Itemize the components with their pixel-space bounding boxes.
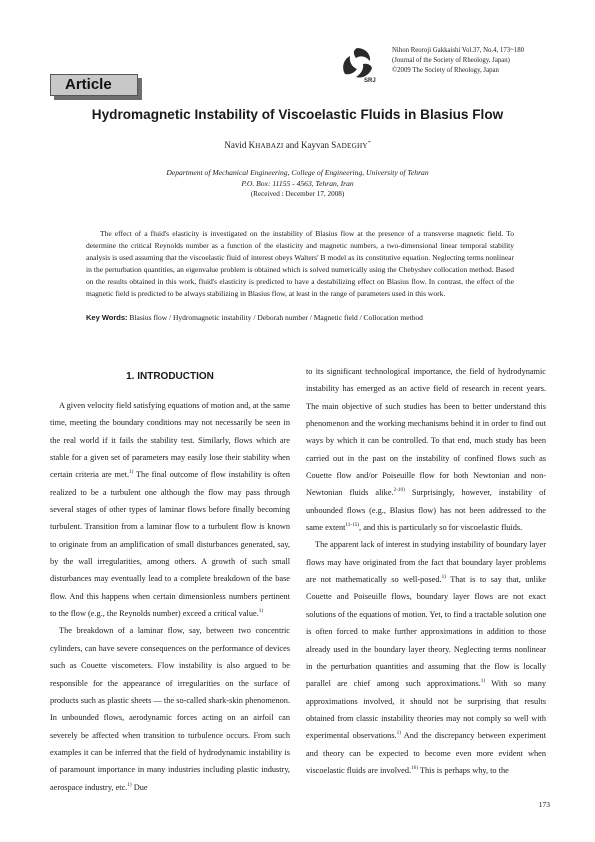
citation-ref: 1) [396, 730, 401, 737]
society-of-rheology-logo-icon [337, 44, 381, 84]
abstract [86, 228, 514, 299]
citation-ref: 1) [258, 608, 264, 615]
affiliation [40, 167, 555, 200]
received-date: (Received : December 17, 2008) [250, 190, 345, 198]
intro-r2e-text: This is perhaps why, to the [418, 765, 509, 775]
intro-r1-text: to its significant technological importance, the field of hydrodynamic instability has emerged as an active field of research in recent years. The main objective of such studies has been to better understand this phenomenon and the working mechanisms behind it in order to find out ways by which it can be controlled. To that end, much study has been carried out in the past on the instability of confined flows such as Couette flow and/or Poiseuille flow for both Newtonian and non-Newtonian fluids alike. [306, 367, 546, 498]
citation-ref: 16) [411, 765, 418, 772]
citation-ref: 2-10) [393, 487, 405, 494]
article-label [50, 74, 142, 100]
intro-p2-text: The breakdown of a laminar flow, say, between two concentric cylinders, can have severe consequences on the performance of devices such as Couette viscometers. Flow instability is also argued to be responsible for the appearance of irregularities on the surface of products such as plastic sheets — the so-called shark-skin phenomenon. In unbounded flows, aerodynamic forces acting on an airfoil can severely be affected when transition to turbulence occurs. From such examples it can be inferred that the field of hydrodynamic instability is of paramount importance in many industries including plastic industry, aerospace industry, etc. [50, 626, 290, 792]
journal-english-name: (Journal of the Society of Rheology, Japan) [392, 57, 510, 64]
authors [40, 137, 555, 152]
author2-first: Kayvan [301, 140, 332, 150]
intro-paragraph-1 [50, 397, 290, 622]
corresponding-author-mark: * [367, 140, 371, 146]
author1-last-initial: K [248, 140, 256, 150]
keywords-text: Blasius flow / Hydromagnetic instability / Deborah number / Magnetic field / Collocation method [127, 313, 423, 322]
author2-last-rest: ADEGHY [336, 142, 368, 150]
intro-paragraph-2-continued [306, 363, 546, 536]
keywords-label: Key Words: [86, 313, 128, 322]
page-number: 173 [538, 800, 550, 809]
affiliation-department: Department of Mechanical Engineering, College of Engineering, University of Tehran [166, 168, 429, 177]
citation-ref: 1) [129, 469, 134, 476]
citation-ref: 1) [480, 678, 486, 685]
section-heading-introduction: 1. INTRODUCTION [126, 371, 214, 382]
article-label-text: Article [50, 74, 138, 96]
intro-r2d-text: And the discrepancy between experiment and theory can be expected to become even more evident when viscoelastic fluids are involved. [306, 731, 546, 775]
intro-p1-text: A given velocity field satisfying equations of motion and, at the same time, meeting the boundary conditions may not necessarily be seen in the real world if it fails the stability test. Similarly, flows which are stable for a given set of parameters may easily lose their stability when certain criteria are met. [50, 401, 290, 480]
author1-last-rest: HABAZI [255, 142, 284, 150]
journal-citation: Nihon Reoroji Gakkaishi Vol.37, No.4, 173~180 [392, 47, 524, 54]
intro-paragraph-3 [306, 536, 546, 779]
journal-copyright: ©2009 The Society of Rheology, Japan [392, 67, 499, 74]
journal-info [392, 46, 592, 76]
left-column [50, 397, 290, 796]
author1-first: Navid [224, 140, 249, 150]
intro-r1c-text: , and this is particularly so for viscoelastic fluids. [359, 523, 523, 533]
author-connector: and [283, 140, 302, 150]
right-column [306, 363, 546, 779]
intro-r2b-text: That is to say that, unlike Couette and Poiseuille flows, boundary layer flows are not exact solutions of the equations of motion. Yet, to find a tractable solution one is often forced to make further approximations in addition to those already used in the boundary layer theory. Neglecting terms nonlinear in the perturbation quantities and assuming that the flow is locally parallel are chief among such approximations. [306, 575, 546, 689]
intro-p2-tail: Due [131, 782, 148, 792]
affiliation-address: P.O. Box: 11155 - 4563, Tehran, Iran [241, 179, 354, 188]
citation-ref: 11-15) [345, 522, 360, 529]
intro-r2c-text: With so many approximations involved, it should not be surprising that results obtained from classic instability theories may not comply so well with experimental observations. [306, 679, 547, 741]
intro-r2-text: The apparent lack of interest in studying instability of boundary layer flows may have originated from the fact that boundary layer problems are not mathematically so well-posed. [306, 540, 546, 585]
citation-ref: 1) [127, 781, 132, 788]
abstract-text: The effect of a fluid's elasticity is investigated on the instability of Blasius flow at the presence of a transverse magnetic field. To determine the critical Reynolds number as a function of the elasticity and magnetic numbers, a two-dimensional linear temporal stability analysis is used assuming that the viscoelastic fluid of interest obeys Walters' B model as its constitutive equation. Neglecting terms nonlinear in the perturbation quantities, an eigenvalue problem is obtained which is solved numerically using the Chebyshev collocation method. Based on the results obtained in this work, fluid's elasticity is predicted to have a destabilizing effect on Blasius flow. In contrast, the effect of the magnetic field is predicted to be always stabilizing in Blasius flow, at least in the range of parameters used in this work. [86, 229, 514, 298]
intro-p1b-text: The final outcome of flow instability is often realized to be a turbulent one although the flow may pass through several stages of other types of laminar flows before finally becoming turbulent. Transition from a laminar flow to a turbulent flow is known to originate from an amplification of small disturbances generated, say, by the wall irregularities, among others. A growth of such small disturbances may eventually lead to a complete breakdown of the base flow. And this happens when certain dimensionless numbers pertinent to the flow (e.g., the Reynolds number) exceed a critical value. [50, 470, 290, 619]
citation-ref: 1) [441, 574, 446, 581]
keywords [86, 312, 514, 324]
intro-r1b-text: Surprisingly, however, instability of unbounded flows (e.g., Blasius flow) has not been addressed to the same extent [306, 488, 546, 533]
paper-title: Hydromagnetic Instability of Viscoelastic Fluids in Blasius Flow [91, 107, 504, 122]
intro-paragraph-2 [50, 622, 290, 795]
logo-text: SRJ [364, 78, 376, 84]
author2-last-initial: S [331, 140, 337, 150]
